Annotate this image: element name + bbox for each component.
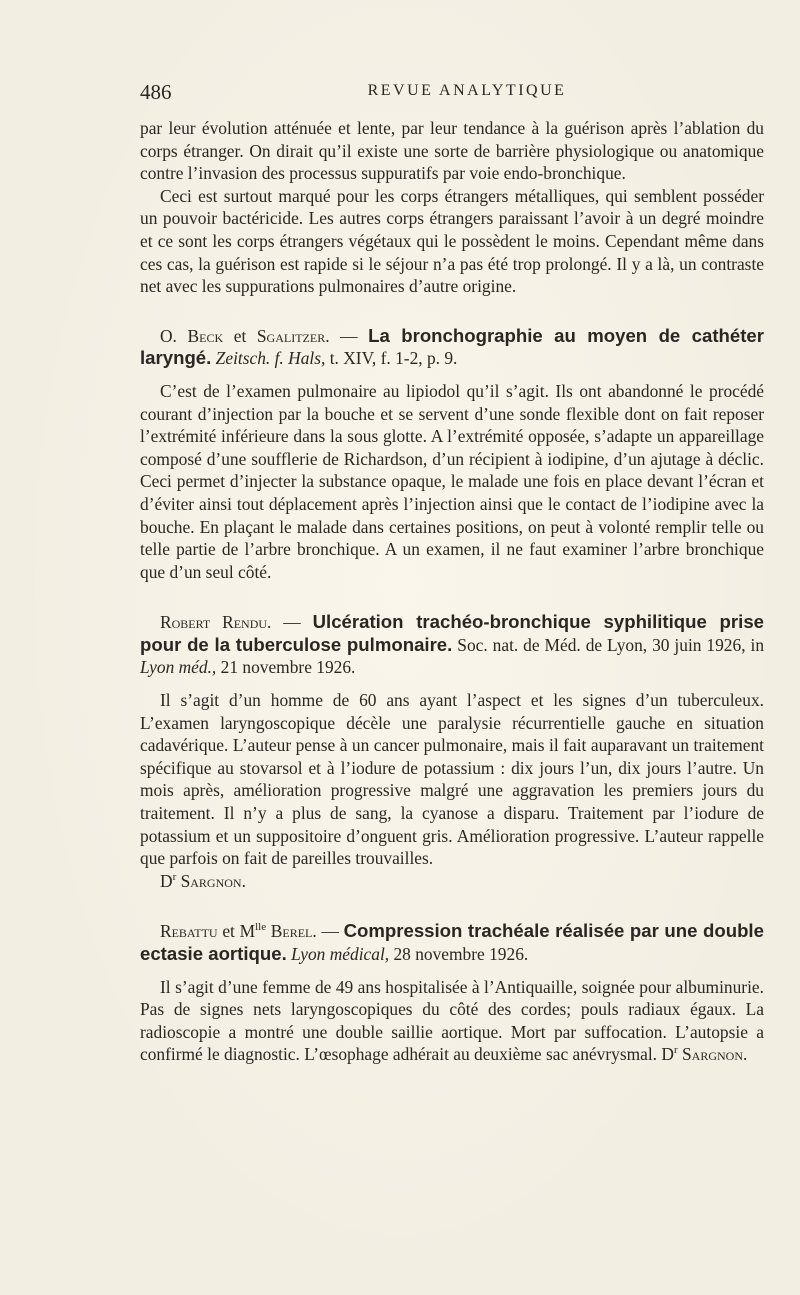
article-1-author-2: Sgalitzer. <box>256 325 330 346</box>
article-3-source-detail: 28 novembre 1926. <box>393 944 529 964</box>
article-2-journal: Lyon méd., <box>140 657 217 678</box>
article-3-conjunction: et <box>222 921 235 942</box>
article-2-signature-prefix: D <box>160 870 173 891</box>
article-1-dash: — <box>340 325 358 346</box>
continuation-paragraph-2: Ceci est surtout marqué pour les corps étrangers métalliques, qui semblent posséder un pouvoir bactéricide. Les autres corps étrangers paraissant l’avoir à un degré moindre et ce sont les corps étrangers végétaux qui le possèdent le moins. Cependant même dans ces cas, la guérison est rapide si le séjour n’a pas été trop prolongé. Il y a là, un contraste net avec les suppurations pulmonaires d’autre origine. <box>140 185 764 297</box>
article-1-reference <box>140 325 764 370</box>
article-3-author: Rebattu <box>160 921 218 942</box>
article-3-author-2-sup: lle <box>255 921 267 934</box>
article-1-journal: Zeitsch. f. Hals, <box>215 348 326 369</box>
article-2-source-detail: 21 novembre 1926. <box>220 657 356 678</box>
continuation-paragraph-1: par leur évolution atténuée et lente, par leur tendance à la guérison après l’ablation du corps étranger. On dirait qu’il existe une sorte de barrière physiologique ou anatomique contre l’invasion des processus suppuratifs par voie endo-bronchique. <box>140 118 764 184</box>
article-2-source-pre: Soc. nat. de Méd. de Lyon, 30 juin 1926, in <box>457 634 765 655</box>
article-3-body <box>140 976 764 1066</box>
article-3-signature-sup: r <box>673 1044 678 1057</box>
journal-title: REVUE ANALYTIQUE <box>367 82 567 99</box>
article-2-author: Robert Rendu. <box>160 612 272 633</box>
article-2-signature <box>140 870 764 893</box>
article-3-journal: Lyon médical, <box>291 944 390 964</box>
article-3-reference <box>140 920 764 965</box>
article-2-title: Ulcération trachéo-bronchique syphilitique prise pour de la tuberculose pulmonaire. <box>140 611 764 655</box>
page-number: 486 <box>140 80 172 104</box>
article-3-author-2: Berel. <box>270 921 317 942</box>
article-2-dash: — <box>283 612 301 633</box>
article-1-author-initial: O. <box>160 325 177 346</box>
article-3-signature-name: Sargnon. <box>681 1044 748 1065</box>
page-content <box>140 117 764 1066</box>
article-3-signature-prefix: D <box>661 1044 674 1065</box>
article-2-signature-sup: r <box>172 871 177 884</box>
article-1-source-detail: t. XIV, f. 1-2, p. 9. <box>329 348 458 369</box>
article-3-body-text: Il s’agit d’une femme de 49 ans hospitalisée à l’Antiquaille, soignée pour albuminurie. Pas de signes nets laryngoscopiques du côté des cordes; pouls radiaux égaux. La radioscopie a montré une double saillie aortique. Mort par suffocation. L’autopsie a confirmé le diagnostic. L’œsophage adhérait au deuxième sac anévrysmal. <box>140 976 764 1065</box>
article-1-conjunction: et <box>233 325 247 346</box>
article-2-signature-name: Sargnon. <box>180 870 246 891</box>
article-1-title: La bronchographie au moyen de cathéter laryngé. <box>140 324 765 369</box>
article-3-author-2-prefix: M <box>239 921 256 942</box>
article-3-title: Compression trachéale réalisée par une double ectasie aortique. <box>140 920 764 964</box>
article-3-dash: — <box>321 921 339 942</box>
article-2-body: Il s’agit d’un homme de 60 ans ayant l’aspect et les signes d’un tuberculeux. L’examen laryngoscopique décèle une paralysie récurrentielle gauche en situation cadavérique. L’auteur pense à un cancer pulmonaire, mais il fait auparavant un traitement spécifique au stovarsol et à l’iodure de potassium : dix jours l’un, dix jours l’autre. Un mois après, amélioration progressive malgré une aggravation les premiers jours du traitement. Il n’y a plus de sang, la cyanose a disparu. Traitement par l’iodure de potassium et un suppositoire d’onguent gris. Amélioration progressive. L’auteur rappelle que parfois on fait de pareilles trouvailles. <box>140 690 764 869</box>
article-1-author: Beck <box>187 325 224 346</box>
article-2-reference <box>140 611 764 679</box>
article-1-body: C’est de l’examen pulmonaire au lipiodol qu’il s’agit. Ils ont abandonné le procédé courant d’injection par la bouche et se servent d’une sonde flexible dont on fait reposer l’extrémité inférieure dans la sous glotte. A l’extrémité opposée, s’adapte un appareillage composé d’une soufflerie de Richardson, d’un récipient à iodipine, d’un ajutage à déclic. Ceci permet d’injecter la substance opaque, le malade une fois en place devant l’écran et d’éviter ainsi tout déplacement après l’injection ainsi que le contact de l’iodipine avec la bouche. En plaçant le malade dans certaines positions, on peut à volonté remplir telle ou telle partie de l’arbre bronchique. A un examen, il ne faut examiner l’arbre bronchique que d’un seul côté. <box>140 380 764 582</box>
running-head <box>140 80 764 104</box>
